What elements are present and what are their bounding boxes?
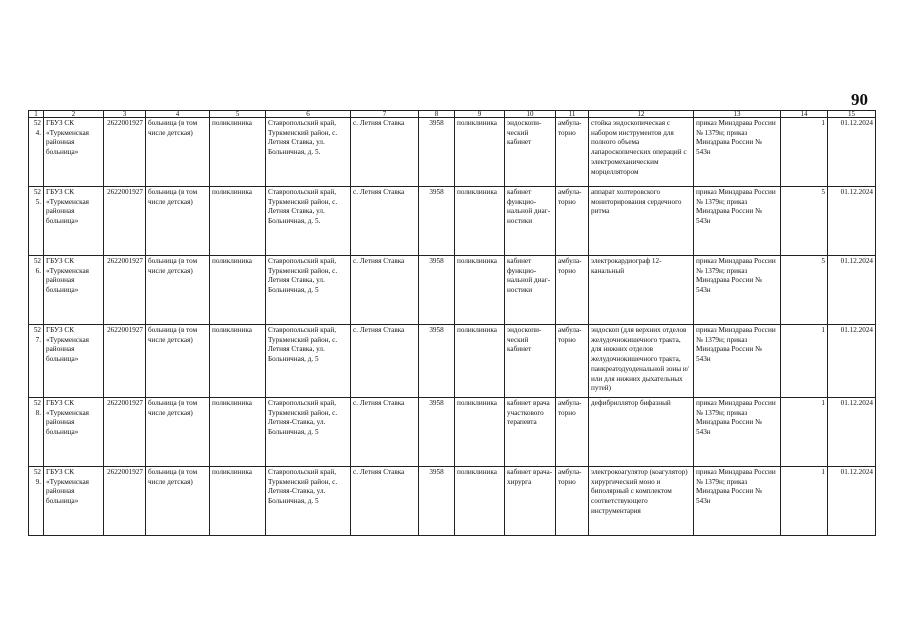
table-row (29, 398, 876, 467)
column-number: 8 (419, 111, 455, 118)
room-cell: эндоскопи-ческий кабинет (505, 118, 556, 187)
organization-cell: ГБУЗ СК «Туркменская районная больница» (44, 398, 104, 467)
room-cell: кабинет функцио-нальной диаг-ностики (505, 256, 556, 325)
settlement-cell: с. Летняя Ставка (351, 187, 419, 256)
care-cell: амбула-торно (556, 398, 589, 467)
unit-cell: поликлиника (210, 467, 266, 536)
order-cell: приказ Минздрава России № 1379н; приказ Минздрава России № 543н (694, 187, 781, 256)
settlement-cell: с. Летняя Ставка (351, 325, 419, 398)
row-number: 529. (29, 467, 44, 536)
division-cell: поликлиника (455, 118, 505, 187)
code-cell: 2622001927 (104, 325, 146, 398)
equipment-cell: электрокардиограф 12-канальный (589, 256, 694, 325)
unit-cell: поликлиника (210, 398, 266, 467)
care-cell: амбула-торно (556, 325, 589, 398)
column-number: 9 (455, 111, 505, 118)
column-number: 4 (146, 111, 210, 118)
unit-cell: поликлиника (210, 325, 266, 398)
equipment-cell: дефибриллятор бифазный (589, 398, 694, 467)
division-cell: поликлиника (455, 187, 505, 256)
room-cell: кабинет врача участкового терапевта (505, 398, 556, 467)
date-cell: 01.12.2024 (828, 187, 876, 256)
index-cell: 3958 (419, 118, 455, 187)
table-row (29, 256, 876, 325)
column-number: 6 (266, 111, 351, 118)
column-number: 3 (104, 111, 146, 118)
type-cell: больница (в том числе детская) (146, 256, 210, 325)
type-cell: больница (в том числе детская) (146, 398, 210, 467)
column-number: 2 (44, 111, 104, 118)
room-cell: кабинет врача-хирурга (505, 467, 556, 536)
type-cell: больница (в том числе детская) (146, 467, 210, 536)
column-number: 14 (781, 111, 828, 118)
index-cell: 3958 (419, 467, 455, 536)
row-number: 527. (29, 325, 44, 398)
column-number: 5 (210, 111, 266, 118)
equipment-cell: эндоскоп (для верхних отделов желудочнокишечного тракта, для нижних отделов желудочнокишечного тракта, панкреатодуоденальной зоны и/или для нижних дыхательных путей) (589, 325, 694, 398)
organization-cell: ГБУЗ СК «Туркменская районная больница» (44, 118, 104, 187)
address-cell: Ставропольский край, Туркменский район, с. Летняя Ставка, ул. Больничная, д. 5 (266, 325, 351, 398)
unit-cell: поликлиника (210, 118, 266, 187)
order-cell: приказ Минздрава России № 1379н; приказ Минздрава России № 543н (694, 325, 781, 398)
address-cell: Ставропольский край, Туркменский район, с. Летняя Ставка, ул. Больничная, д. 5. (266, 118, 351, 187)
column-number: 13 (694, 111, 781, 118)
settlement-cell: с. Летняя Ставка (351, 118, 419, 187)
page-number: 90 (851, 90, 868, 109)
code-cell: 2622001927 (104, 187, 146, 256)
unit-cell: поликлиника (210, 187, 266, 256)
order-cell: приказ Минздрава России № 1379н; приказ Минздрава России № 543н (694, 467, 781, 536)
column-number-row (29, 111, 876, 118)
settlement-cell: с. Летняя Ставка (351, 398, 419, 467)
equipment-cell: стойка эндоскопическая с набором инструментов для полного объема лапароскопических операций с электромеханическим морцеллятором (589, 118, 694, 187)
column-number: 10 (505, 111, 556, 118)
registry-table (28, 110, 876, 536)
address-cell: Ставропольский край, Туркменский район, с. Летняя-Ставка, ул. Больничная, д. 5 (266, 398, 351, 467)
index-cell: 3958 (419, 187, 455, 256)
division-cell: поликлиника (455, 256, 505, 325)
table-row (29, 118, 876, 187)
column-number: 12 (589, 111, 694, 118)
care-cell: амбула-торно (556, 118, 589, 187)
care-cell: амбула-торно (556, 467, 589, 536)
date-cell: 01.12.2024 (828, 398, 876, 467)
date-cell: 01.12.2024 (828, 467, 876, 536)
organization-cell: ГБУЗ СК «Туркменская районная больница» (44, 187, 104, 256)
quantity-cell: 5 (781, 187, 828, 256)
row-number: 528. (29, 398, 44, 467)
settlement-cell: с. Летняя Ставка (351, 256, 419, 325)
row-number: 524. (29, 118, 44, 187)
organization-cell: ГБУЗ СК «Туркменская районная больница» (44, 256, 104, 325)
column-number: 15 (828, 111, 876, 118)
room-cell: эндоскопи-ческий кабинет (505, 325, 556, 398)
organization-cell: ГБУЗ СК «Туркменская районная больница» (44, 467, 104, 536)
quantity-cell: 1 (781, 118, 828, 187)
table-row (29, 467, 876, 536)
table-row (29, 187, 876, 256)
code-cell: 2622001927 (104, 467, 146, 536)
quantity-cell: 5 (781, 256, 828, 325)
date-cell: 01.12.2024 (828, 325, 876, 398)
index-cell: 3958 (419, 256, 455, 325)
date-cell: 01.12.2024 (828, 256, 876, 325)
quantity-cell: 1 (781, 398, 828, 467)
care-cell: амбула-торно (556, 256, 589, 325)
quantity-cell: 1 (781, 467, 828, 536)
index-cell: 3958 (419, 325, 455, 398)
index-cell: 3958 (419, 398, 455, 467)
type-cell: больница (в том числе детская) (146, 325, 210, 398)
code-cell: 2622001927 (104, 256, 146, 325)
order-cell: приказ Минздрава России № 1379н; приказ Минздрава России № 543н (694, 118, 781, 187)
unit-cell: поликлиника (210, 256, 266, 325)
code-cell: 2622001927 (104, 118, 146, 187)
column-number: 1 (29, 111, 44, 118)
quantity-cell: 1 (781, 325, 828, 398)
type-cell: больница (в том числе детская) (146, 118, 210, 187)
address-cell: Ставропольский край, Туркменский район, с. Летняя Ставка, ул. Больничная, д. 5 (266, 256, 351, 325)
equipment-cell: электрокоагулятор (коагулятор) хирургический моно и биполярный с комплектом соответствующего инструментария (589, 467, 694, 536)
column-number: 11 (556, 111, 589, 118)
room-cell: кабинет функцио-нальной диаг-ностики (505, 187, 556, 256)
order-cell: приказ Минздрава России № 1379н; приказ Минздрава России № 543н (694, 256, 781, 325)
type-cell: больница (в том числе детская) (146, 187, 210, 256)
row-number: 525. (29, 187, 44, 256)
order-cell: приказ Минздрава России № 1379н; приказ Минздрава России № 543н (694, 398, 781, 467)
equipment-cell: аппарат холтеровского мониторирования сердечного ритма (589, 187, 694, 256)
code-cell: 2622001927 (104, 398, 146, 467)
care-cell: амбула-торно (556, 187, 589, 256)
table-row (29, 325, 876, 398)
settlement-cell: с. Летняя Ставка (351, 467, 419, 536)
division-cell: поликлиника (455, 398, 505, 467)
row-number: 526. (29, 256, 44, 325)
division-cell: поликлиника (455, 325, 505, 398)
organization-cell: ГБУЗ СК «Туркменская районная больница» (44, 325, 104, 398)
address-cell: Ставропольский край, Туркменский район, с. Летняя Ставка, ул. Больничная, д. 5. (266, 187, 351, 256)
division-cell: поликлиника (455, 467, 505, 536)
column-number: 7 (351, 111, 419, 118)
address-cell: Ставропольский край, Туркменский район, с. Летняя-Ставка, ул. Больничная, д. 5 (266, 467, 351, 536)
date-cell: 01.12.2024 (828, 118, 876, 187)
